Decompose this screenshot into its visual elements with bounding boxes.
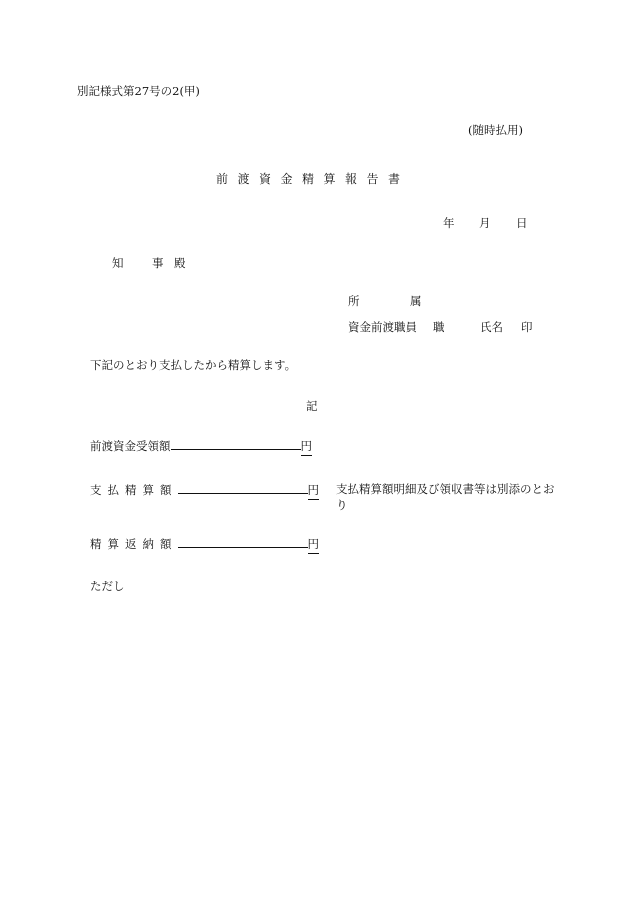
seal-label: 印 bbox=[521, 320, 533, 334]
official-title: 資金前渡職員 bbox=[348, 320, 417, 334]
date-month-label: 月 bbox=[479, 216, 491, 230]
settled-amount-row bbox=[90, 481, 319, 500]
refund-amount-label: 精算返納額 bbox=[90, 537, 178, 551]
date-year-label: 年 bbox=[443, 216, 455, 230]
refund-amount-row bbox=[90, 535, 319, 554]
affiliation-line bbox=[348, 294, 422, 310]
ki-heading: 記 bbox=[306, 399, 318, 413]
settled-amount-blank[interactable] bbox=[178, 481, 308, 494]
addressee bbox=[112, 256, 186, 272]
document-title: 前渡資金精算報告書 bbox=[216, 172, 410, 186]
payment-type-label: (随時払用) bbox=[468, 123, 523, 137]
settled-amount-label: 支払精算額 bbox=[90, 483, 178, 497]
refund-amount-blank[interactable] bbox=[178, 535, 308, 548]
date-line bbox=[443, 216, 528, 232]
received-amount-row bbox=[90, 437, 312, 456]
intro-text: 下記のとおり支払したから精算します。 bbox=[90, 358, 297, 372]
received-amount-unit: 円 bbox=[301, 439, 313, 456]
affiliation-label-a: 所 bbox=[348, 294, 360, 308]
proviso-text: ただし bbox=[90, 579, 125, 593]
official-line bbox=[348, 320, 533, 336]
form-number: 別記様式第27号の2(甲) bbox=[77, 84, 200, 98]
settled-amount-remark: 支払精算額明細及び領収書等は別添のとおり bbox=[336, 482, 555, 512]
official-name-label: 氏名 bbox=[480, 320, 503, 334]
affiliation-label-b: 属 bbox=[410, 294, 422, 308]
received-amount-label: 前渡資金受領額 bbox=[90, 439, 171, 453]
received-amount-blank[interactable] bbox=[171, 437, 301, 450]
refund-amount-unit: 円 bbox=[308, 537, 320, 554]
official-post-label: 職 bbox=[433, 320, 445, 334]
addressee-part-1: 知 bbox=[112, 256, 124, 270]
addressee-part-3: 殿 bbox=[174, 256, 186, 270]
settled-amount-unit: 円 bbox=[308, 483, 320, 500]
addressee-part-2: 事 bbox=[152, 256, 164, 270]
date-day-label: 日 bbox=[516, 216, 528, 230]
